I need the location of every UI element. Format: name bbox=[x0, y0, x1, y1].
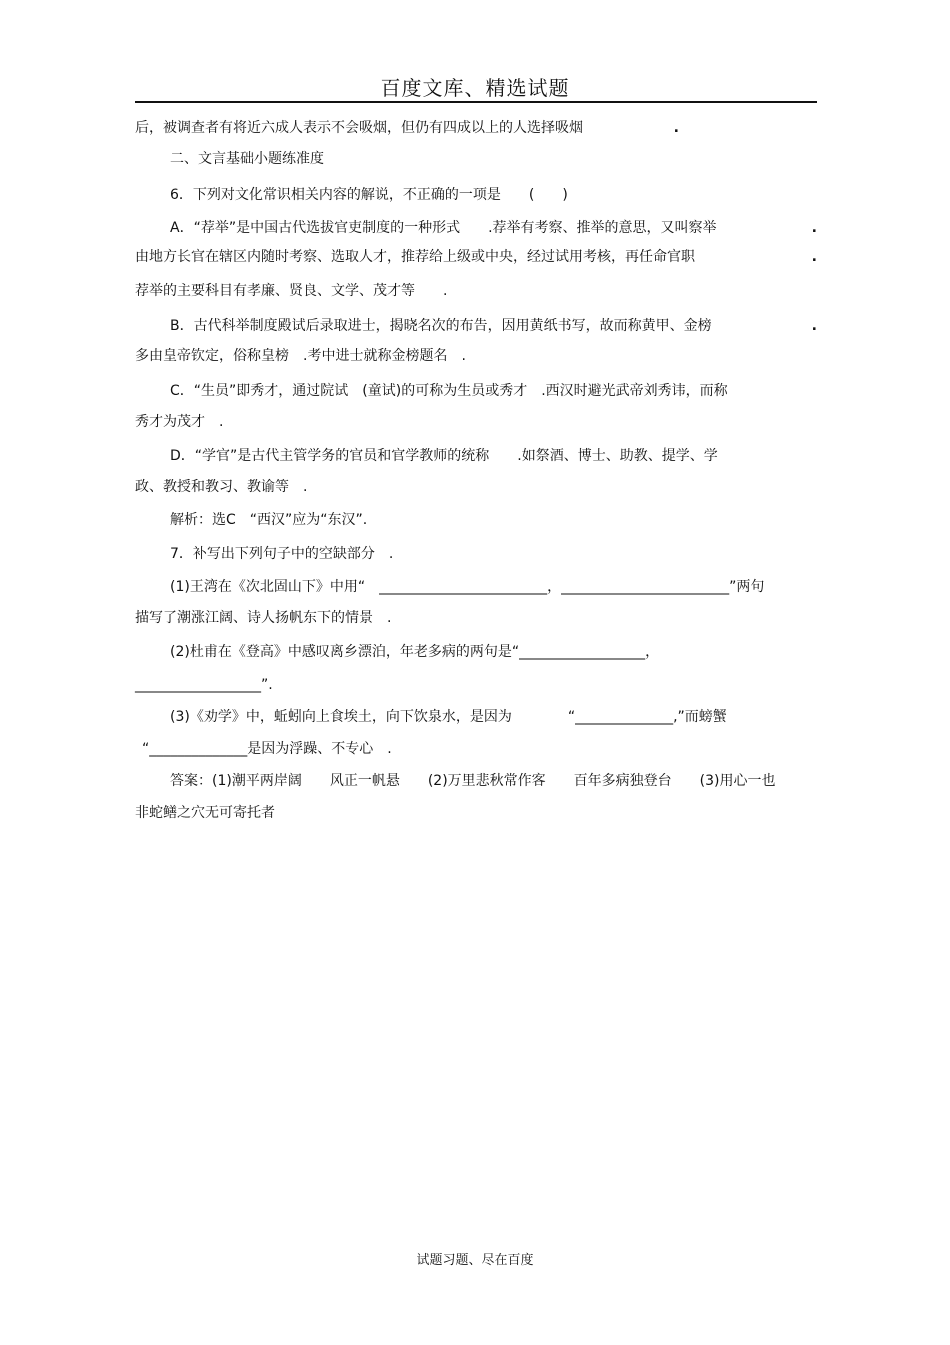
question-7-2-line-1: (2)杜甫在《登高》中感叹离乡漂泊，年老多病的两句是“__________________， bbox=[170, 644, 660, 660]
answer-line-2: 非蛇鳝之穴无可寄托者 bbox=[135, 805, 275, 821]
option-c-line-2: 秀才为茂才 . bbox=[135, 414, 224, 430]
section-heading: 二、文言基础小题练准度 bbox=[170, 151, 324, 167]
option-a-line-2: 由地方长官在辖区内随时考察、选取人才，推荐给上级或中央，经过试用考核，再任命官职 . bbox=[135, 249, 817, 265]
question-7-1-line-2: 描写了潮涨江阔、诗人扬帆东下的情景 . bbox=[135, 610, 392, 626]
page-footer: 试题习题、尽在百度 bbox=[416, 1253, 534, 1268]
option-b-line-2: 多由皇帝钦定，俗称皇榜 .考中进士就称金榜题名 . bbox=[135, 348, 466, 364]
option-d-line-1: D．“学官”是古代主管学务的官员和官学教师的统称 .如祭酒、博士、助教、提学、学 bbox=[170, 448, 718, 464]
question-7-1-line-1: (1)王湾在《次北固山下》中用“ ________________________，________________________”两句 bbox=[170, 579, 765, 595]
header-rule bbox=[135, 101, 817, 103]
page-header-title: 百度文库、精选试题 bbox=[380, 76, 570, 100]
analysis-line: 解析：选C “西汉”应为“东汉”. bbox=[170, 512, 368, 528]
option-d-line-2: 政、教授和教习、教谕等 . bbox=[135, 479, 308, 495]
question-7-3-line-1: (3)《劝学》中，蚯蚓向上食埃土，向下饮泉水，是因为 “______________,”而螃蟹 bbox=[170, 709, 727, 725]
question-7-stem: 7．补写出下列句子中的空缺部分 . bbox=[170, 546, 394, 562]
question-7-2-line-2: __________________”. bbox=[135, 677, 273, 693]
option-a-line-1: A．“荐举”是中国古代选拔官吏制度的一种形式 .荐举有考察、推举的意思，又叫察举 . bbox=[170, 220, 817, 236]
option-b-line-1: B．古代科举制度殿试后录取进士，揭晓名次的布告，因用黄纸书写，故而称黄甲、金榜 . bbox=[170, 318, 817, 334]
question-7-3-line-2: “______________是因为浮躁、不专心 . bbox=[142, 741, 392, 757]
option-c-line-1: C．“生员”即秀才，通过院试 (童试)的可称为生员或秀才 .西汉时避光武帝刘秀讳，而称 bbox=[170, 383, 728, 399]
answer-line-1: 答案：(1)潮平两岸阔 风正一帆悬 (2)万里悲秋常作客 百年多病独登台 (3)用心一也 bbox=[170, 773, 776, 789]
question-6-stem: 6．下列对文化常识相关内容的解说，不正确的一项是 ( ) bbox=[170, 187, 568, 203]
text-line: 后，被调查者有将近六成人表示不会吸烟，但仍有四成以上的人选择吸烟 . bbox=[135, 120, 679, 136]
option-a-line-3: 荐举的主要科目有孝廉、贤良、文学、茂才等 . bbox=[135, 283, 448, 299]
